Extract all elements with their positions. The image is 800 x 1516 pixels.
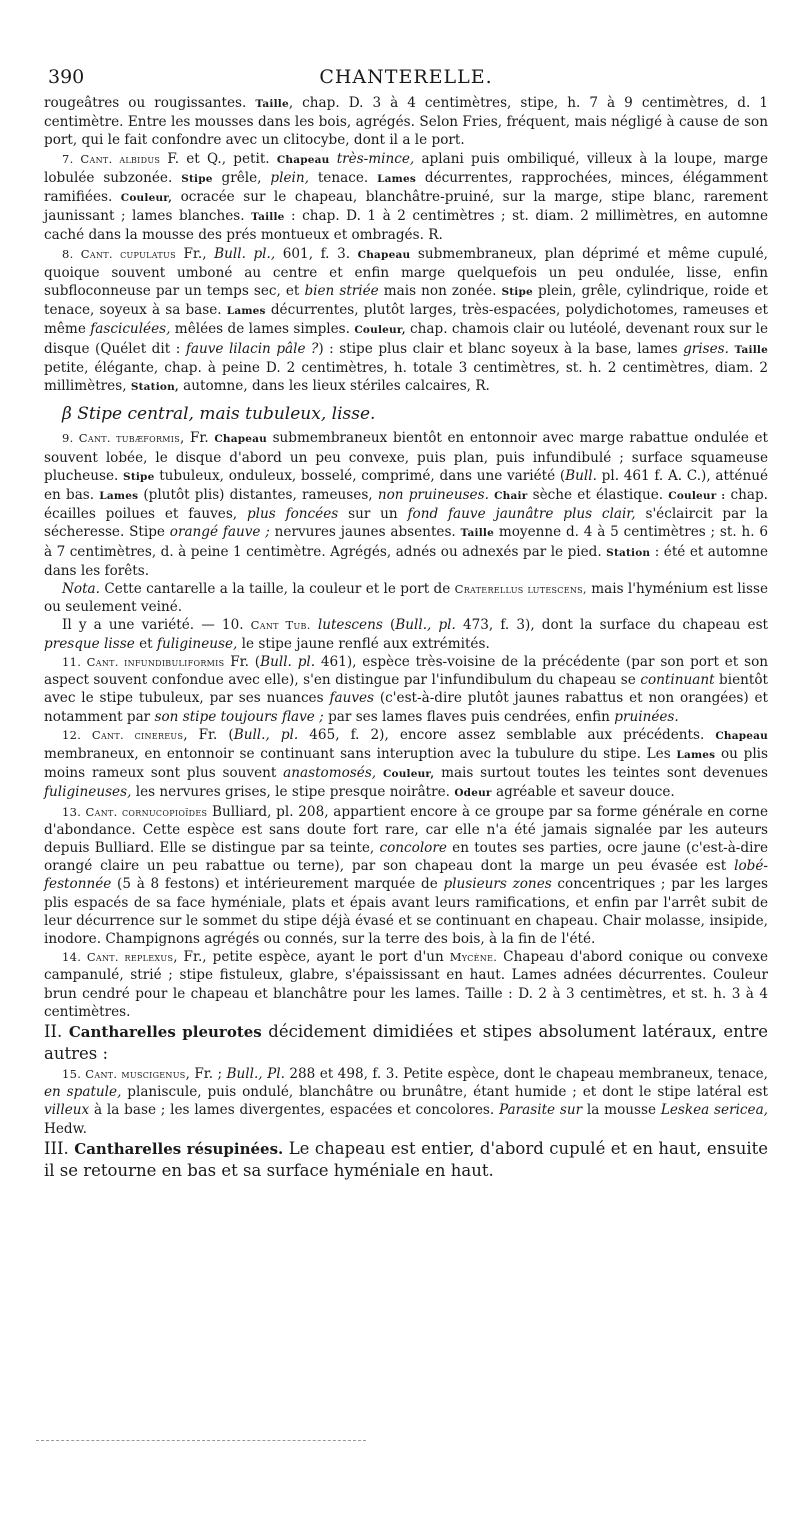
species-11-infundibuliformis: 11. Cant. infundibuliformis Fr. (Bull. pl. 461), espèce très-voisine de la précédente (par son port et son aspect souvent confondue avec elle), s'en distingue par l'infundibulum du chapeau se continuant bientôt avec le stipe tubuleux, par ses nuances fauves (c'est-à-dire plutôt jaunes rabattus et non orangées) et notamment par son stipe toujours flave ; par ses lames flaves puis cendrées, enfin pruinées.: [44, 653, 769, 725]
running-title: CHANTERELLE.: [319, 66, 493, 88]
species-13-cornucopioides: 13. Cant. cornucopioïdes Bulliard, pl. 208, appartient encore à ce groupe par sa forme générale en corne d'abondance. Cette espèce est sans doute fort rare, car elle n'a été jamais signalée par les auteurs depuis Bulliard. Elle se distingue par sa teinte, concolore en toutes ses parties, ocre jaune (c'est-à-dire orangé claire un peu rabattue ou terne), par son chapeau dont la marge un peu évasée est lobé-festonnée (5 à 8 festons) et intérieurement marquée de plusieurs zones concentriques ; par les larges plis espacés de sa face hyméniale, plats et épais avant leurs ramifications, et enfin par l'arrêt subit de leur décurrence sur le sommet du stipe déjà évasé et se continuant en chapeau. Chair molasse, insipide, inodore. Champignons agrégés ou connés, sur la terre des bois, à la fin de l'été.: [44, 803, 768, 947]
section-heading-resupinees: III. Cantharelles résupinées. Le chapeau est entier, d'abord cupulé et en haut, ensuite il se retourne en bas et sa surface hyméniale en haut.: [44, 1138, 768, 1180]
body-text: [44, 94, 768, 1182]
section-heading-pleurotes: II. Cantharelles pleurotes décidement dimidiées et stipes absolument latéraux, entre autres :: [44, 1021, 768, 1063]
species-14-replexus: 14. Cant. replexus, Fr., petite espèce, ayant le port d'un Mycène. Chapeau d'abord conique ou convexe campanulé, strié ; stipe fistuleux, glabre, s'épaississant en haut. Lames adnées décurrentes. Couleur brun cendré pour le chapeau et blanchâtre pour les lames. Taille : D. 2 à 3 centimètres, et st. h. 3 à 4 centimètres.: [44, 949, 768, 1020]
paragraph-intro: rougeâtres ou rougissantes. Taille, chap. D. 3 à 4 centimètres, stipe, h. 7 à 9 centimètres, d. 1 centimètre. Entre les mousses dans les bois, agrégés. Selon Fries, fréquent, mais négligé à cause de son port, qui le fait confondre avec un clitocybe, dont il a le port.: [44, 95, 768, 149]
species-8-cupulatus: 8. Cant. cupulatus Fr., Bull. pl., 601, f. 3. Chapeau submembraneux, plan déprimé et même cupulé, quoique souvent umboné au centre et enfin marge quelquefois un peu ondulée, lisse, enfin subfloconneuse par un temps sec, et bien striée mais non zonée. Stipe plein, grêle, cylindrique, roide et tenace, soyeux à sa base. Lames décurrentes, plutôt larges, très-espacées, polydichotomes, rameuses et même fasciculées, mêlées de lames simples. Couleur, chap. chamois clair ou lutéolé, devenant roux sur le disque (Quélet dit : fauve lilacin pâle ?) : stipe plus clair et blanc soyeux à la base, lames grises. Taille petite, élégante, chap. à peine D. 2 centimètres, h. totale 3 centimètres, st. h. 2 centimètres, diam. 2 millimètres, Station, automne, dans les lieux stériles calcaires, R.: [44, 245, 769, 395]
footer-rule: [36, 1440, 366, 1441]
nota-paragraph: Nota. Cette cantarelle a la taille, la couleur et le port de Craterellus lutescens, mais l'hyménium est lisse ou seulement veiné.: [44, 581, 768, 616]
page: [44, 60, 768, 1182]
subsection-heading-beta: β Stipe central, mais tubuleux, lisse.: [62, 404, 376, 425]
page-number: 390: [48, 66, 85, 88]
species-10-lutescens: Il y a une variété. — 10. Cant Tub. lutescens (Bull., pl. 473, f. 3), dont la surface du chapeau est presque lisse et fuligineuse, le stipe jaune renflé aux extrémités.: [44, 617, 769, 652]
species-12-cinereus: 12. Cant. cinereus, Fr. (Bull., pl. 465, f. 2), encore assez semblable aux précédents. Chapeau membraneux, en entonnoir se continuant sans interuption avec la tubulure du stipe. Les Lames ou plis moins rameux sont plus souvent anastomosés, Couleur, mais surtout toutes les teintes sont devenues fuligineuses, les nervures grises, le stipe presque noirâtre. Odeur agréable et saveur douce.: [44, 726, 769, 801]
page-header: [44, 60, 768, 94]
species-7-albidus: 7. Cant. albidus F. et Q., petit. Chapeau très-mince, aplani puis ombiliqué, villeux à la loupe, marge lobulée subzonée. Stipe grêle, plein, tenace. Lames décurrentes, rapprochées, minces, élégamment ramifiées. Couleur, ocracée sur le chapeau, blanchâtre-pruiné, sur la marge, stipe blanc, rarement jaunissant ; lames blanches. Taille : chap. D. 1 à 2 centimètres ; st. diam. 2 millimètres, en automne caché dans la mousse des prés montueux et ombragés. R.: [44, 150, 768, 244]
species-15-muscigenus: 15. Cant. muscigenus, Fr. ; Bull., Pl. 288 et 498, f. 3. Petite espèce, dont le chapeau membraneux, tenace, en spatule, planiscule, puis ondulé, blanchâtre ou brunâtre, étant humide ; et dont le stipe latéral est villeux à la base ; les lames divergentes, espacées et concolores. Parasite sur la mousse Leskea sericea, Hedw.: [44, 1065, 768, 1137]
species-9-tubaeformis: 9. Cant. tubæformis, Fr. Chapeau submembraneux bientôt en entonnoir avec marge rabattue ondulée et souvent lobée, le disque d'abord un peu convexe, puis plan, puis infundibulé ; surface squameuse plucheuse. Stipe tubuleux, onduleux, bosselé, comprimé, dans une variété (Bull. pl. 461 f. A. C.), atténué en bas. Lames (plutôt plis) distantes, rameuses, non pruineuses. Chair sèche et élastique. Couleur : chap. écailles poilues et fauves, plus foncées sur un fond fauve jaunâtre plus clair, s'éclaircit par la sécheresse. Stipe orangé fauve ; nervures jaunes absentes. Taille moyenne d. 4 à 5 centimètres ; st. h. 6 à 7 centimètres, d. à peine 1 centimètre. Agrégés, adnés ou adnexés par le pied. Station : été et automne dans les forêts.: [44, 430, 769, 579]
